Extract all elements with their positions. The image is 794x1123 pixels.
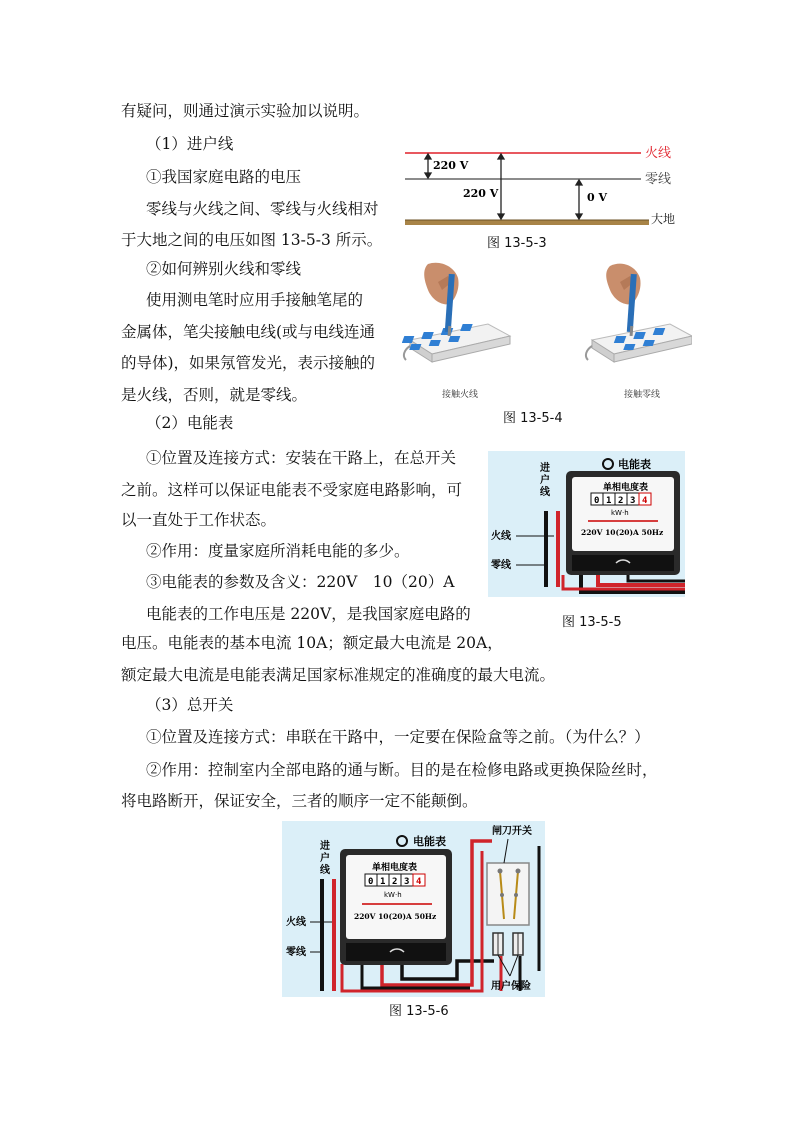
voltage-label: 220 V [463, 187, 499, 200]
meter-name: 单相电度表 [603, 483, 649, 493]
text-line: 是火线，否则，就是零线。 [121, 386, 308, 404]
text-line: 使用测电笔时应用手接触笔尾的 [146, 291, 364, 309]
figure-meter-switch-fuse [282, 821, 545, 997]
text-line: 于大地之间的电压如图 13-5-3 所示。 [121, 231, 383, 249]
photo-label-fire: 接触火线 [442, 390, 479, 400]
digit: 2 [618, 496, 624, 506]
digit: 0 [594, 496, 600, 506]
subheading-voltage: ①我国家庭电路的电压 [146, 168, 302, 186]
figure-caption: 图 13-5-5 [562, 615, 622, 630]
inlet-label: 进户线 [320, 841, 330, 876]
fire-label: 火线 [286, 917, 306, 928]
figure-voltage [405, 140, 690, 232]
text-line: ③电能表的参数及含义：220V 10（20）A [146, 573, 455, 591]
fuse-label: 用户保险 [491, 981, 531, 992]
zero-label: 零线 [491, 560, 511, 571]
digit: 2 [392, 877, 398, 887]
meter-rating: 220V 10(20)A 50Hz [354, 912, 437, 921]
text-line: 将电路断开，保证安全，三者的顺序一定不能颠倒。 [121, 792, 478, 810]
fire-label: 火线 [645, 146, 672, 161]
digit: 1 [606, 496, 612, 506]
hand-left [424, 263, 458, 336]
power-strip-left [402, 324, 510, 362]
switch-label: 闸刀开关 [492, 826, 532, 837]
voltage-label: 220 V [433, 159, 469, 172]
zero-label: 零线 [286, 947, 306, 958]
text-line: 额定最大电流是电能表满足国家标准规定的准确度的最大电流。 [121, 666, 556, 684]
text-line: 有疑问，则通过演示实验加以说明。 [121, 102, 370, 120]
figure-caption: 图 13-5-6 [389, 1004, 449, 1019]
text-line: ①位置及连接方式：串联在干路中，一定要在保险盒等之前。（为什么？） [146, 728, 650, 746]
text-line: 金属体，笔尖接触电线(或与电线连通 [121, 323, 376, 341]
meter-unit: kW·h [611, 509, 629, 517]
meter-unit: kW·h [384, 891, 402, 899]
text-line: 的导体)，如果氖管发光，表示接触的 [121, 354, 376, 372]
meter-digits [365, 874, 425, 887]
voltage-label: 0 V [587, 191, 608, 204]
digit: 4 [642, 496, 648, 506]
ground-bar [405, 220, 649, 225]
zero-label: 零线 [645, 172, 672, 187]
figure-caption: 图 13-5-4 [503, 411, 563, 426]
photo-label-zero: 接触零线 [624, 390, 661, 400]
ground-label: 大地 [651, 212, 676, 226]
text-line: 以一直处于工作状态。 [121, 511, 277, 529]
figure-caption: 图 13-5-3 [487, 236, 547, 251]
figure-energy-meter [488, 451, 685, 597]
meter-rating: 220V 10(20)A 50Hz [581, 528, 664, 537]
meter-name: 单相电度表 [372, 863, 418, 873]
section-heading-meter: （2）电能表 [146, 414, 234, 432]
hand-right [606, 264, 640, 336]
digit: 4 [416, 877, 422, 887]
digit: 3 [404, 877, 410, 887]
text-line: 电压。电能表的基本电流 10A；额定最大电流是 20A， [121, 634, 503, 652]
text-line: ①位置及连接方式：安装在干路上，在总开关 [146, 449, 457, 467]
digit: 0 [368, 877, 374, 887]
meter-digits [591, 493, 651, 506]
text-line: 电能表的工作电压是 220V，是我国家庭电路的 [146, 605, 471, 623]
digit: 1 [380, 877, 386, 887]
meter-title: 电能表 [618, 458, 651, 471]
text-line: ②作用：度量家庭所消耗电能的多少。 [146, 542, 410, 560]
section-heading-inlet: （1）进户线 [146, 135, 234, 153]
text-line: 之前。这样可以保证电能表不受家庭电路影响，可 [121, 481, 463, 499]
section-heading-switch: （3）总开关 [146, 696, 234, 714]
text-line: 零线与火线之间、零线与火线相对 [146, 200, 379, 218]
fire-label: 火线 [491, 531, 511, 542]
meter-title: 电能表 [413, 835, 446, 848]
inlet-label: 进户线 [540, 463, 550, 498]
power-strip-right [586, 324, 692, 362]
figure-test-pen [402, 260, 692, 405]
subheading-identify: ②如何辨别火线和零线 [146, 260, 302, 278]
text-line: ②作用：控制室内全部电路的通与断。目的是在检修电路或更换保险丝时， [146, 761, 658, 779]
digit: 3 [630, 496, 636, 506]
